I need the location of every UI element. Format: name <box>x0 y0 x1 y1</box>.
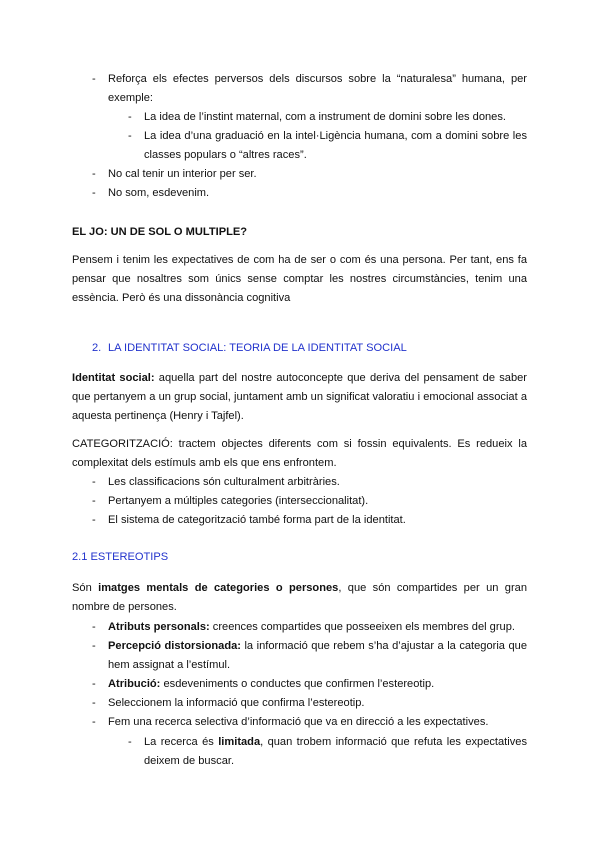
bullet-dash: - <box>92 621 96 633</box>
definition-text: aquella part del nostre autoconcepte que deriva del pensament de saber <box>154 372 527 384</box>
sub-bullet-dash: - <box>128 736 132 748</box>
bullet-dash: - <box>92 697 96 709</box>
bullet-text: Fem una recerca selectiva d’informació que va en direcció a les expectatives. <box>108 716 489 728</box>
sub-bullet-text-continued: deixem de buscar. <box>144 755 235 767</box>
definition-term: Identitat social: <box>72 372 155 384</box>
paragraph-line: Pensem i tenim les expectatives de com ha de ser o com és una persona. Per tant, ens fa <box>72 254 527 266</box>
bullet-dash: - <box>92 73 96 85</box>
bullet-text: Reforça els efectes perversos dels discursos sobre la “naturalesa” humana, per <box>108 73 527 85</box>
bullet-term: Atributs personals: <box>108 621 210 633</box>
bullet-text: Atributs personals: creences compartides que posseeixen els membres del grup. <box>108 621 515 633</box>
sub-bullet-bold: limitada <box>218 736 261 748</box>
section-number: 2. <box>92 342 102 354</box>
bullet-dash: - <box>92 495 96 507</box>
sub-bullet-text: La idea d’una graduació en la intel·Ligència humana, com a domini sobre les <box>144 130 527 142</box>
bullet-text: El sistema de categorització també forma part de la identitat. <box>108 514 406 526</box>
paragraph-line <box>72 581 527 595</box>
bullet-text-continued: hem assignat a l’estímul. <box>108 659 231 671</box>
bullet-dash: - <box>92 514 96 526</box>
paragraph-line: essència. Però és una dissonància cognitiva <box>72 292 291 304</box>
bullet-term: Percepció distorsionada: <box>108 640 241 652</box>
definition-line <box>72 371 527 385</box>
paragraph-line: pensar que nosaltres som únics sense comptar les nostres circumstàncies, tenim una <box>72 273 527 285</box>
bullet-term: Atribució: <box>108 678 161 690</box>
bullet-text: Seleccionem la informació que confirma l’estereotip. <box>108 697 365 709</box>
sub-bullet-text: La recerca és limitada, quan trobem informació que refuta les expectatives <box>144 736 527 748</box>
sub-bullet-dash: - <box>128 111 132 123</box>
bullet-text: Atribució: esdeveniments o conductes que confirmen l’estereotip. <box>108 678 435 690</box>
intro-text: Són <box>72 582 99 594</box>
intro-text: , que són compartides per un gran <box>338 582 527 594</box>
sub-bullet-text: La idea de l’instint maternal, com a instrument de domini sobre les dones. <box>144 111 506 123</box>
section-heading-jo: EL JO: UN DE SOL O MULTIPLE? <box>72 226 248 238</box>
bullet-text: Percepció distorsionada: la informació que rebem s’ha d’ajustar a la categoria que <box>108 640 527 652</box>
definition-line: aquesta pertinença (Henry i Tajfel). <box>72 410 244 422</box>
definition-line: que pertanyem a un grup social, juntament amb un significat valoratiu i emocional associat a <box>72 391 527 403</box>
paragraph-line: nombre de persones. <box>72 601 177 613</box>
bullet-dash: - <box>92 640 96 652</box>
paragraph-line: complexitat dels estímuls amb els que ens enfrontem. <box>72 457 337 469</box>
intro-bold: imatges mentals de categories o persones <box>98 582 339 594</box>
bullet-dash: - <box>92 476 96 488</box>
paragraph-line: CATEGORITZACIÓ: tractem objectes diferents com si fossin equivalents. Es redueix la <box>72 438 527 450</box>
bullet-text-continued: exemple: <box>108 92 154 104</box>
bullet-dash: - <box>92 168 96 180</box>
bullet-dash: - <box>92 187 96 199</box>
sub-bullet-text-continued: classes populars o “altres races”. <box>144 149 307 161</box>
bullet-text: No som, esdevenim. <box>108 187 210 199</box>
bullet-dash: - <box>92 678 96 690</box>
subsection-heading-estereotips: 2.1 ESTEREOTIPS <box>72 551 169 563</box>
bullet-text: Les classificacions són culturalment arbitràries. <box>108 476 340 488</box>
sub-bullet-dash: - <box>128 130 132 142</box>
bullet-text: No cal tenir un interior per ser. <box>108 168 257 180</box>
bullet-dash: - <box>92 716 96 728</box>
section-heading-identitat-social: LA IDENTITAT SOCIAL: TEORIA DE LA IDENTITAT SOCIAL <box>108 342 407 354</box>
bullet-text: Pertanyem a múltiples categories (interseccionalitat). <box>108 495 369 507</box>
